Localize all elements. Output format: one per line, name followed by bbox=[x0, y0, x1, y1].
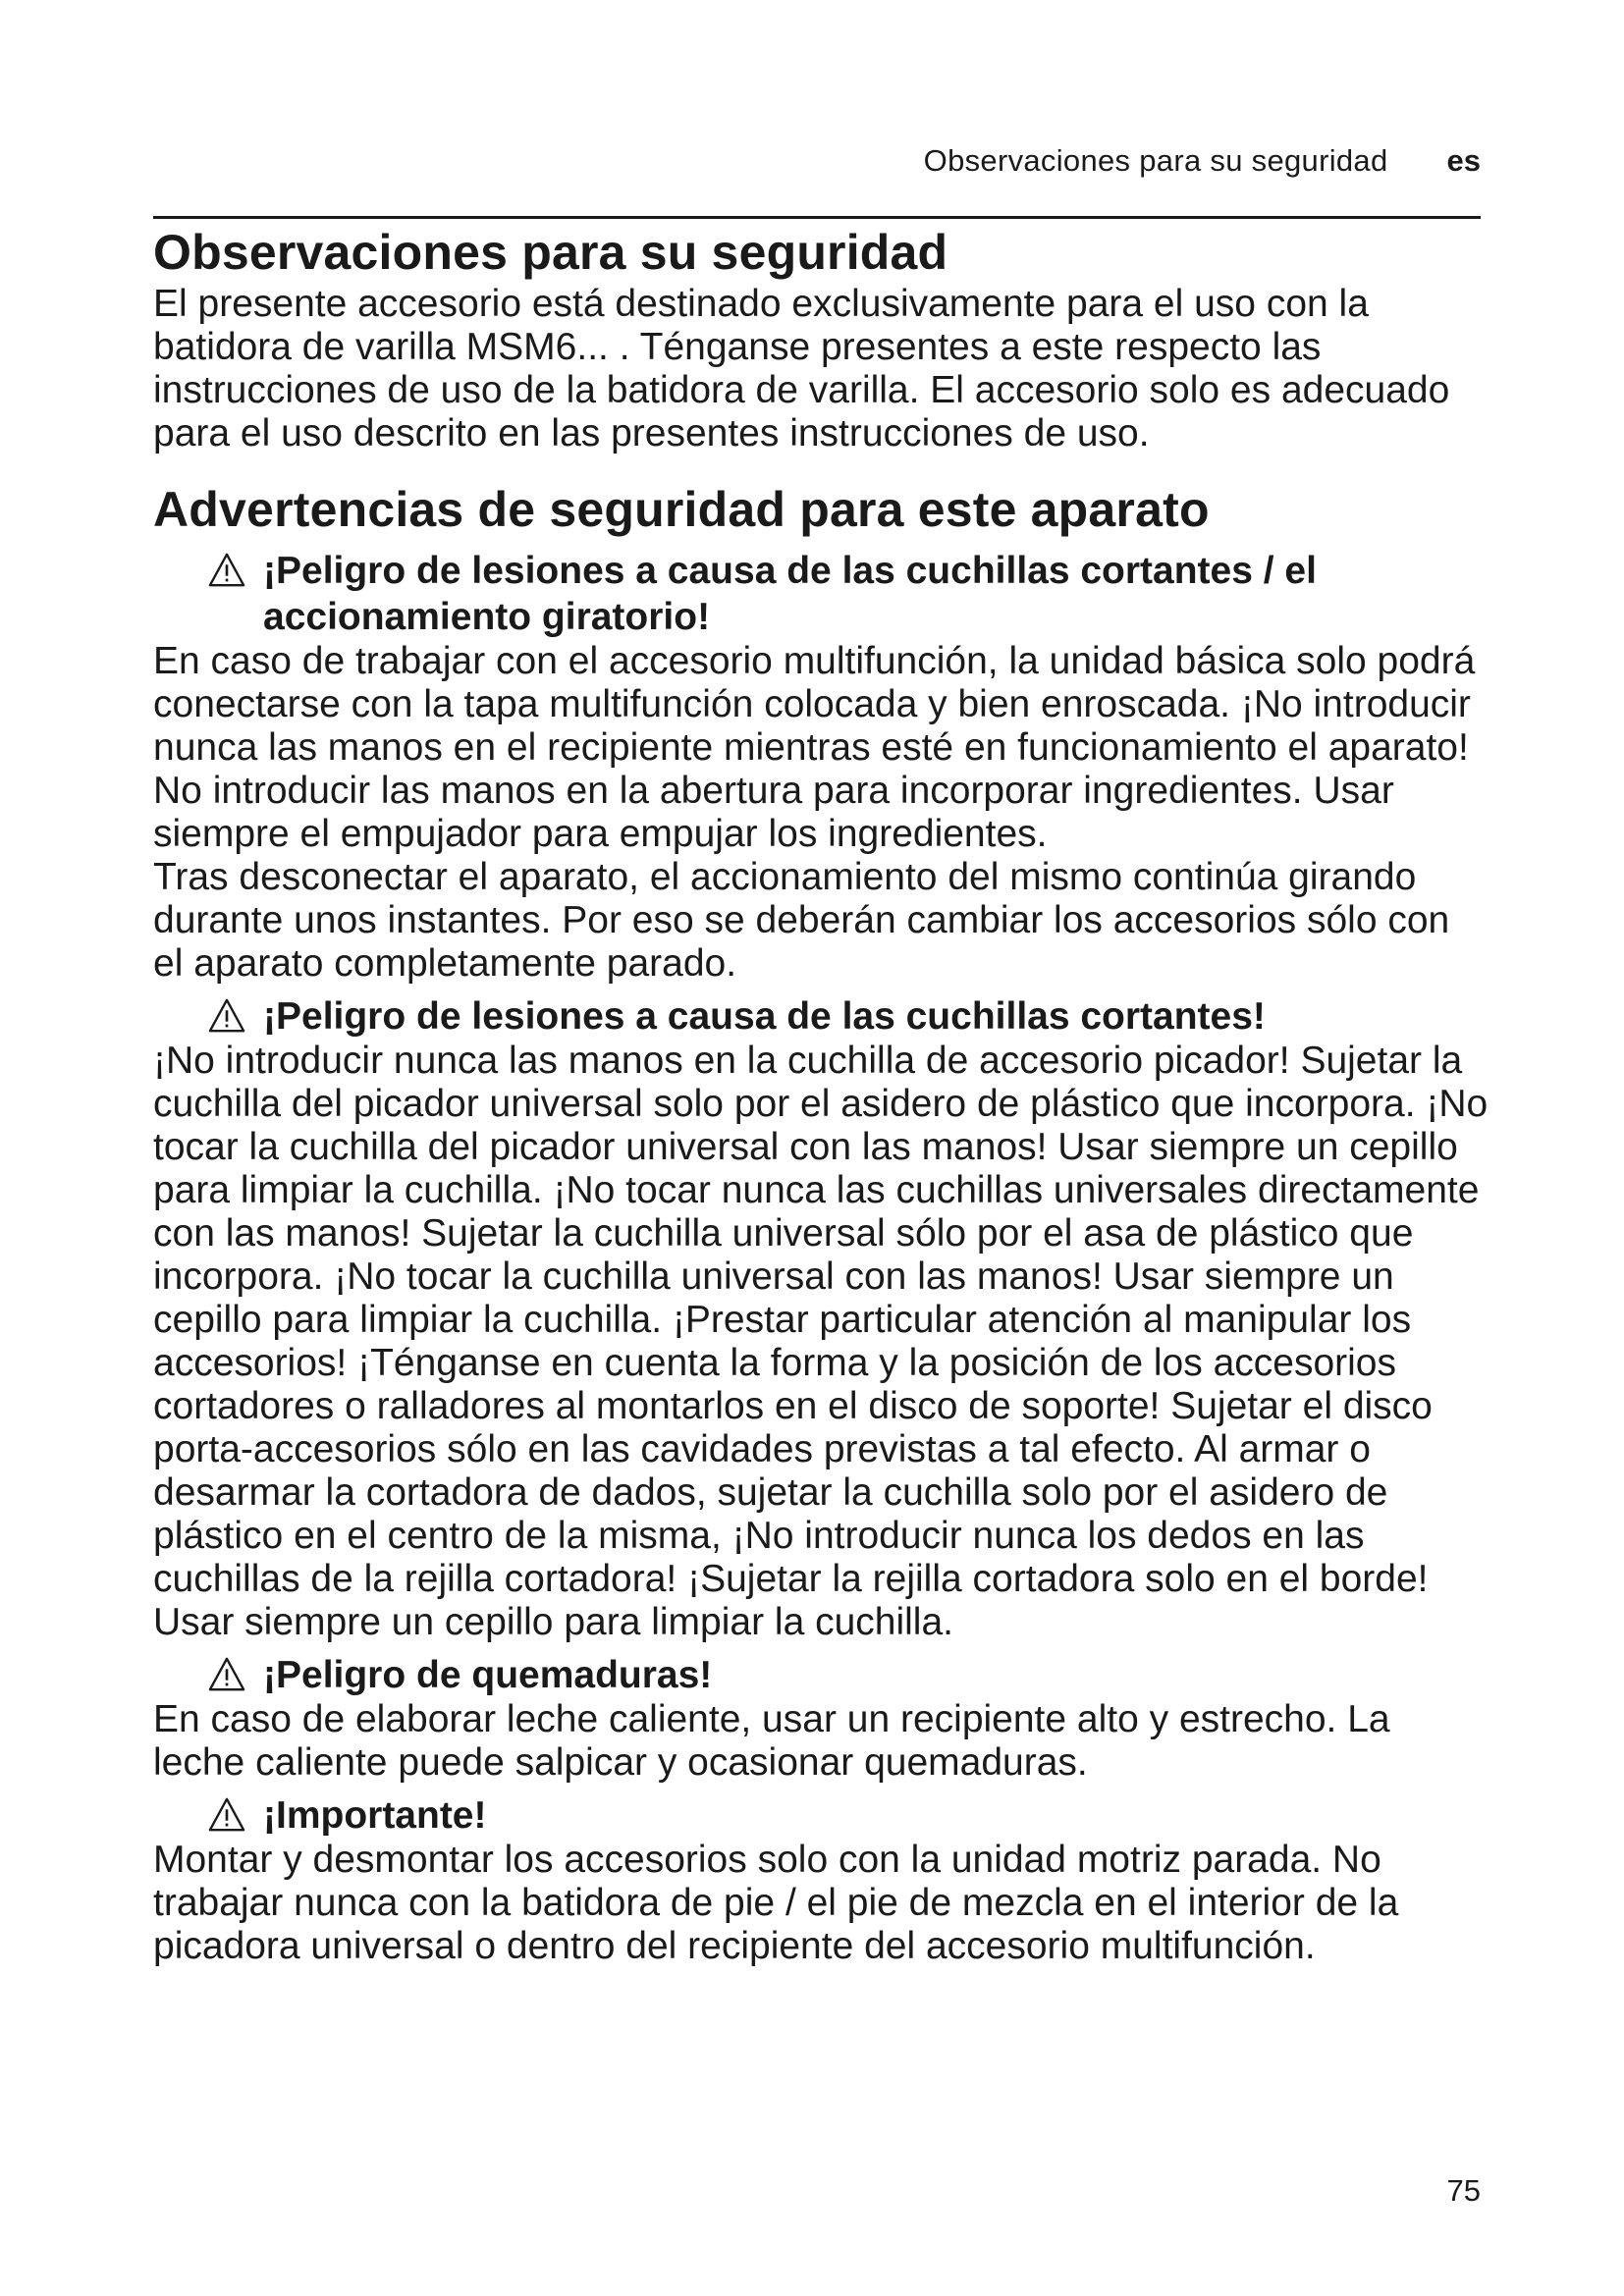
warning-paragraph: Tras desconectar el aparato, el accionamiento del mismo continúa girando durante unos instantes. Por eso se deberán cambiar los accesorios sólo con el aparato completamente parado. bbox=[153, 856, 1450, 985]
warning-title: ¡Importante! bbox=[263, 1794, 487, 1837]
warning-heading-important bbox=[153, 1792, 1489, 1839]
running-header bbox=[924, 143, 1481, 179]
header-rule bbox=[153, 216, 1481, 219]
warning-paragraph: En caso de trabajar con el accesorio multifunción, la unidad básica solo podrá conectarse con la tapa multifunción colocada y bien enroscada. ¡No introducir nunca las manos en el recipiente mientras esté en funcionamiento el aparato! No introducir las manos en la abertura para incorporar ingredientes. Usar siempre el empujador para empujar los ingredientes. bbox=[153, 640, 1476, 855]
running-header-title: Observaciones para su seguridad bbox=[923, 143, 1388, 178]
warning-triangle-icon bbox=[208, 552, 245, 589]
warning-triangle-icon bbox=[208, 1796, 245, 1834]
warning-title: ¡Peligro de quemaduras! bbox=[263, 1654, 713, 1696]
warning-triangle-icon bbox=[208, 1656, 245, 1693]
warning-heading-cutting-blades bbox=[153, 993, 1489, 1040]
warning-paragraph: Montar y desmontar los accesorios solo con la unidad motriz parada. No trabajar nunca con la batidora de pie / el pie de mezcla en el interior de la picadora universal o dentro del recipiente del accesorio multifunción. bbox=[153, 1839, 1399, 1967]
language-code: es bbox=[1446, 143, 1481, 178]
intro-paragraph: El presente accesorio está destinado exclusivamente para el uso con la batidora de varilla MSM6... . Ténganse presentes a este respecto las instrucciones de uso de la batidora de varilla. El accesorio solo es adecuado para el uso descrito en las presentes instrucciones de uso. bbox=[153, 283, 1450, 454]
section-spacer bbox=[153, 455, 1489, 479]
section-heading-advertencias: Advertencias de seguridad para este aparato bbox=[153, 482, 1210, 537]
warning-heading-cutting-blades-drive bbox=[153, 548, 1489, 640]
page-number: 75 bbox=[1446, 2173, 1481, 2208]
warning-title: ¡Peligro de lesiones a causa de las cuchillas cortantes / el accionamiento giratorio! bbox=[263, 550, 1317, 638]
warning-paragraph: ¡No introducir nunca las manos en la cuchilla de accesorio picador! Sujetar la cuchilla del picador universal solo por el asidero de plástico que incorpora. ¡No tocar la cuchilla del picador universal con las manos! Usar siempre un cepillo para limpiar la cuchilla. ¡No tocar nunca las cuchillas universales directamente con las manos! Sujetar la cuchilla universal sólo por el asa de plástico que incorpora. ¡No tocar la cuchilla universal con las manos! Usar siempre un cepillo para limpiar la cuchilla. ¡Prestar particular atención al manipular los accesorios! ¡Ténganse en cuenta la forma y la posición de los accesorios cortadores o ralladores al montarlos en el disco de soporte! Sujetar el disco porta-accesorios sólo en las cavidades previstas a tal efecto. Al armar o desarmar la cortadora de dados, sujetar la cuchilla solo por el asidero de plástico en el centro de la misma, ¡No introducir nunca los dedos en las cuchillas de la rejilla cortadora! ¡Sujetar la rejilla cortadora solo en el borde! Usar siempre un cepillo para limpiar la cuchilla. bbox=[153, 1040, 1489, 1643]
warning-triangle-icon bbox=[208, 997, 245, 1035]
warning-paragraph: En caso de elaborar leche caliente, usar un recipiente alto y estrecho. La leche caliente puede salpicar y ocasionar quemaduras. bbox=[153, 1698, 1390, 1784]
warning-title: ¡Peligro de lesiones a causa de las cuchillas cortantes! bbox=[263, 995, 1266, 1038]
section-heading-observaciones: Observaciones para su seguridad bbox=[153, 225, 948, 280]
warning-heading-burns bbox=[153, 1652, 1489, 1698]
page-content bbox=[153, 222, 1489, 1968]
